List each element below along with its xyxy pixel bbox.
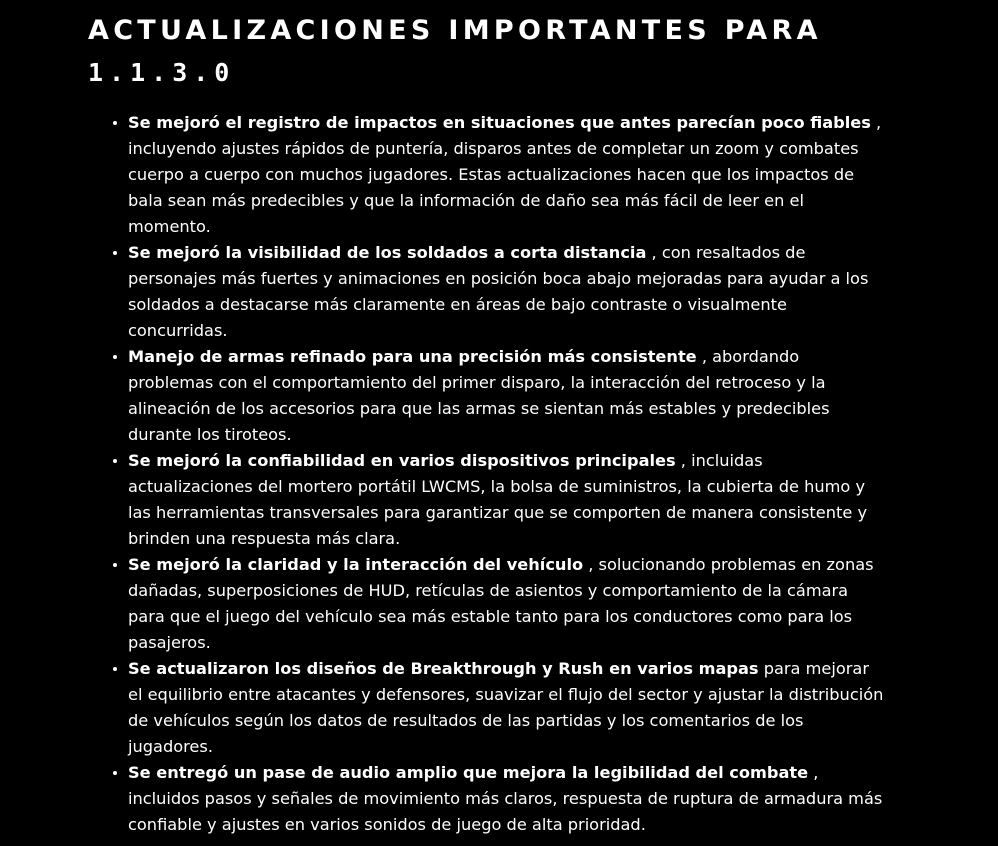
section-heading [88, 10, 888, 94]
item-text: para mejorar el equilibrio entre atacantes y defensores, suavizar el flujo del sector y ajustar la distribución de vehículos según los datos de resultados de las partidas y los comentarios de los jugadores. [128, 659, 884, 756]
item-text: , incluyendo ajustes rápidos de puntería, disparos antes de completar un zoom y combates cuerpo a cuerpo con muchos jugadores. Estas actualizaciones hacen que los impactos de bala sean más predecibles y que la información de daño sea más fácil de leer en el momento. [128, 113, 882, 236]
item-text: , incluidos pasos y señales de movimiento más claros, respuesta de ruptura de armadura más confiable y ajustes en varios sonidos de juego de alta prioridad. [128, 763, 883, 834]
patch-notes-section [88, 10, 888, 838]
list-item [88, 110, 888, 240]
heading-version: 1.1.3.0 [88, 58, 236, 87]
heading-title: ACTUALIZACIONES IMPORTANTES PARA [88, 15, 822, 46]
list-item [88, 552, 888, 656]
update-list [88, 110, 888, 838]
list-item [88, 656, 888, 760]
item-text: , con resaltados de personajes más fuertes y animaciones en posición boca abajo mejoradas para ayudar a los soldados a destacarse más claramente en áreas de bajo contraste o visualmente concurridas. [128, 243, 869, 340]
list-item [88, 240, 888, 344]
list-item [88, 760, 888, 838]
item-lead: Se entregó un pase de audio amplio que mejora la legibilidad del combate [128, 763, 809, 782]
list-item [88, 448, 888, 552]
item-lead: Manejo de armas refinado para una precisión más consistente [128, 347, 697, 366]
item-lead: Se mejoró la confiabilidad en varios dispositivos principales [128, 451, 676, 470]
item-text: , incluidas actualizaciones del mortero portátil LWCMS, la bolsa de suministros, la cubierta de humo y las herramientas transversales para garantizar que se comporten de manera consistente y brinden una respuesta más clara. [128, 451, 868, 548]
item-text: , solucionando problemas en zonas dañadas, superposiciones de HUD, retículas de asientos y comportamiento de la cámara para que el juego del vehículo sea más estable tanto para los conductores como para los pasajeros. [128, 555, 874, 652]
item-text: , abordando problemas con el comportamiento del primer disparo, la interacción del retroceso y la alineación de los accesorios para que las armas se sientan más estables y predecibles durante los tiroteos. [128, 347, 830, 444]
item-lead: Se actualizaron los diseños de Breakthrough y Rush en varios mapas [128, 659, 759, 678]
item-lead: Se mejoró la visibilidad de los soldados a corta distancia [128, 243, 647, 262]
list-item [88, 344, 888, 448]
item-lead: Se mejoró el registro de impactos en situaciones que antes parecían poco fiables [128, 113, 871, 132]
item-lead: Se mejoró la claridad y la interacción del vehículo [128, 555, 584, 574]
